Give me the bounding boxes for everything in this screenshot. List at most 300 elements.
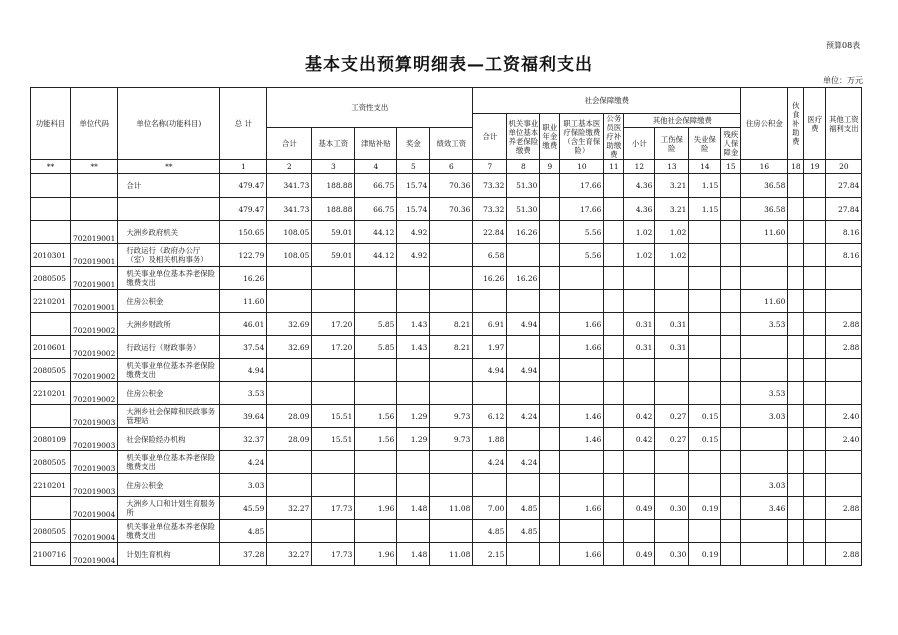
value-cell: [312, 474, 355, 497]
value-cell: [689, 520, 721, 543]
value-cell: [788, 198, 804, 221]
header-disability: 残疾人保障金: [721, 128, 741, 160]
value-cell: 7.00: [473, 497, 507, 520]
value-cell: 27.84: [826, 174, 862, 198]
value-cell: [540, 313, 560, 336]
value-cell: 1.48: [397, 497, 430, 520]
value-cell: 3.53: [741, 382, 788, 405]
value-cell: 4.92: [397, 221, 430, 244]
value-cell: [788, 221, 804, 244]
func-code-cell: 2010301: [31, 244, 71, 267]
value-cell: 8.16: [826, 221, 862, 244]
value-cell: [267, 267, 312, 290]
value-cell: 2.40: [826, 428, 862, 451]
table-row: [31, 267, 862, 290]
value-cell: 11.60: [741, 290, 788, 313]
value-cell: [560, 474, 604, 497]
table-row: [31, 451, 862, 474]
value-cell: 4.85: [473, 520, 507, 543]
value-cell: [604, 359, 624, 382]
value-cell: 37.54: [220, 336, 267, 359]
value-cell: [397, 290, 430, 313]
value-cell: [267, 290, 312, 313]
value-cell: [540, 221, 560, 244]
value-cell: [430, 267, 473, 290]
value-cell: 6.58: [473, 244, 507, 267]
value-cell: 32.27: [267, 497, 312, 520]
value-cell: [804, 405, 826, 428]
value-cell: [689, 382, 721, 405]
value-cell: 0.49: [624, 497, 655, 520]
value-cell: [804, 267, 826, 290]
func-code-cell: [31, 221, 71, 244]
value-cell: 15.51: [312, 405, 355, 428]
unit-code-cell: 702019004: [71, 520, 118, 543]
value-cell: [540, 428, 560, 451]
value-cell: [267, 359, 312, 382]
value-cell: 4.94: [507, 359, 540, 382]
value-cell: [721, 428, 741, 451]
value-cell: [655, 520, 689, 543]
value-cell: [788, 451, 804, 474]
value-cell: 1.02: [655, 221, 689, 244]
value-cell: 6.12: [473, 405, 507, 428]
value-cell: 0.27: [655, 405, 689, 428]
value-cell: [624, 451, 655, 474]
func-code-cell: 2080109: [31, 428, 71, 451]
value-cell: [430, 359, 473, 382]
value-cell: 2.88: [826, 543, 862, 566]
value-cell: 27.84: [826, 198, 862, 221]
value-cell: 1.46: [560, 405, 604, 428]
value-cell: [507, 244, 540, 267]
unit-code-cell: 702019001: [71, 267, 118, 290]
value-cell: [604, 451, 624, 474]
value-cell: [267, 382, 312, 405]
value-cell: 17.20: [312, 336, 355, 359]
value-cell: [741, 428, 788, 451]
table-row: [31, 221, 862, 244]
header-pension: 机关事业单位基本养老保险缴费: [507, 114, 540, 160]
value-cell: [788, 520, 804, 543]
value-cell: 11.08: [430, 497, 473, 520]
value-cell: [355, 474, 397, 497]
value-cell: [473, 290, 507, 313]
value-cell: [721, 359, 741, 382]
value-cell: 3.03: [220, 474, 267, 497]
value-cell: [804, 474, 826, 497]
value-cell: [655, 267, 689, 290]
value-cell: 0.15: [689, 428, 721, 451]
func-code-cell: 2010601: [31, 336, 71, 359]
value-cell: [804, 313, 826, 336]
value-cell: [540, 267, 560, 290]
value-cell: [741, 267, 788, 290]
value-cell: [540, 451, 560, 474]
value-cell: [721, 198, 741, 221]
value-cell: 1.29: [397, 428, 430, 451]
unit-name-cell: 住房公积金: [118, 382, 220, 405]
value-cell: 1.66: [560, 313, 604, 336]
value-cell: [430, 244, 473, 267]
value-cell: 73.32: [473, 198, 507, 221]
value-cell: [788, 405, 804, 428]
value-cell: [604, 244, 624, 267]
value-cell: 8.16: [826, 244, 862, 267]
value-cell: [689, 290, 721, 313]
value-cell: [540, 174, 560, 198]
value-cell: 2.40: [826, 405, 862, 428]
value-cell: 5.85: [355, 336, 397, 359]
value-cell: [655, 451, 689, 474]
value-cell: 1.43: [397, 336, 430, 359]
form-number: 预算08表: [826, 41, 861, 50]
unit-name-cell: 机关事业单位基本养老保险缴费支出: [118, 451, 220, 474]
value-cell: 0.15: [689, 405, 721, 428]
value-cell: 6.91: [473, 313, 507, 336]
column-index-cell: 2: [267, 160, 312, 174]
value-cell: 73.32: [473, 174, 507, 198]
value-cell: [689, 336, 721, 359]
value-cell: [355, 520, 397, 543]
value-cell: 1.48: [397, 543, 430, 566]
value-cell: [397, 520, 430, 543]
value-cell: [604, 520, 624, 543]
header-total: 总 计: [220, 88, 267, 160]
value-cell: 32.27: [267, 543, 312, 566]
value-cell: 11.60: [220, 290, 267, 313]
value-cell: 22.84: [473, 221, 507, 244]
value-cell: 5.56: [560, 244, 604, 267]
value-cell: [355, 267, 397, 290]
value-cell: 3.21: [655, 198, 689, 221]
value-cell: [540, 520, 560, 543]
value-cell: [540, 359, 560, 382]
value-cell: [604, 290, 624, 313]
value-cell: [624, 290, 655, 313]
value-cell: 0.31: [624, 336, 655, 359]
value-cell: [788, 267, 804, 290]
value-cell: 1.02: [624, 221, 655, 244]
value-cell: 36.58: [741, 198, 788, 221]
header-unit-code: 单位代码: [71, 88, 118, 160]
unit-name-cell: 合计: [118, 174, 220, 198]
table-row: [31, 474, 862, 497]
value-cell: 1.29: [397, 405, 430, 428]
value-cell: [689, 359, 721, 382]
unit-name-cell: 住房公积金: [118, 290, 220, 313]
value-cell: [540, 382, 560, 405]
value-cell: 3.53: [741, 313, 788, 336]
value-cell: [804, 198, 826, 221]
value-cell: [741, 520, 788, 543]
value-cell: 4.85: [220, 520, 267, 543]
value-cell: [540, 198, 560, 221]
value-cell: [741, 336, 788, 359]
column-index-cell: 12: [624, 160, 655, 174]
value-cell: [826, 474, 862, 497]
value-cell: 2.88: [826, 336, 862, 359]
table-row: [31, 244, 862, 267]
table-row: [31, 428, 862, 451]
unit-name-cell: 社会保险经办机构: [118, 428, 220, 451]
value-cell: 0.30: [655, 543, 689, 566]
value-cell: [604, 267, 624, 290]
value-cell: [788, 428, 804, 451]
value-cell: [788, 543, 804, 566]
header-annuity: 职业年金缴费: [540, 114, 560, 160]
unit-name-cell: 计划生育机构: [118, 543, 220, 566]
value-cell: [788, 382, 804, 405]
unit-name-cell: 大洲乡财政所: [118, 313, 220, 336]
func-code-cell: [31, 313, 71, 336]
value-cell: [721, 382, 741, 405]
value-cell: [804, 336, 826, 359]
value-cell: 0.19: [689, 543, 721, 566]
value-cell: 17.73: [312, 543, 355, 566]
value-cell: 4.94: [220, 359, 267, 382]
header-medical-fee: 医疗费: [804, 88, 826, 160]
header-housing: 住房公积金: [741, 88, 788, 160]
func-code-cell: 2080505: [31, 520, 71, 543]
value-cell: 32.37: [220, 428, 267, 451]
value-cell: 479.47: [220, 198, 267, 221]
value-cell: [804, 244, 826, 267]
value-cell: [560, 290, 604, 313]
value-cell: 3.53: [220, 382, 267, 405]
table-row: [31, 198, 862, 221]
unit-code-cell: 702019002: [71, 313, 118, 336]
func-code-cell: [31, 405, 71, 428]
unit-name-cell: 机关事业单位基本养老保险缴费支出: [118, 267, 220, 290]
value-cell: [312, 359, 355, 382]
table-row: [31, 543, 862, 566]
value-cell: 17.66: [560, 174, 604, 198]
unit-label: 单位：万元: [823, 76, 863, 85]
header-other-sum: 小计: [624, 128, 655, 160]
value-cell: 8.21: [430, 313, 473, 336]
value-cell: 150.65: [220, 221, 267, 244]
value-cell: [689, 451, 721, 474]
value-cell: 3.46: [741, 497, 788, 520]
table-row: [31, 359, 862, 382]
value-cell: [540, 244, 560, 267]
value-cell: 4.24: [220, 451, 267, 474]
value-cell: 9.73: [430, 428, 473, 451]
value-cell: [721, 267, 741, 290]
unit-code-cell: 702019001: [71, 221, 118, 244]
value-cell: 0.31: [655, 313, 689, 336]
value-cell: 3.03: [741, 474, 788, 497]
column-index-cell: 10: [560, 160, 604, 174]
header-social-security: 社会保障缴费: [473, 88, 741, 114]
value-cell: 1.02: [624, 244, 655, 267]
value-cell: [312, 290, 355, 313]
value-cell: [560, 382, 604, 405]
value-cell: 11.60: [741, 221, 788, 244]
value-cell: [540, 290, 560, 313]
value-cell: 46.01: [220, 313, 267, 336]
value-cell: [624, 382, 655, 405]
unit-code-cell: 702019001: [71, 244, 118, 267]
value-cell: [312, 382, 355, 405]
value-cell: 59.01: [312, 221, 355, 244]
value-cell: [397, 474, 430, 497]
value-cell: [604, 405, 624, 428]
unit-name-cell: 住房公积金: [118, 474, 220, 497]
value-cell: [540, 405, 560, 428]
value-cell: [430, 221, 473, 244]
value-cell: 3.03: [741, 405, 788, 428]
value-cell: 4.36: [624, 174, 655, 198]
table-row: [31, 405, 862, 428]
value-cell: [540, 497, 560, 520]
value-cell: [267, 520, 312, 543]
value-cell: 0.19: [689, 497, 721, 520]
value-cell: 4.24: [507, 451, 540, 474]
value-cell: [804, 520, 826, 543]
value-cell: [655, 290, 689, 313]
unit-code-cell: 702019002: [71, 359, 118, 382]
value-cell: 3.21: [655, 174, 689, 198]
value-cell: [721, 244, 741, 267]
column-index-cell: 1: [220, 160, 267, 174]
value-cell: [721, 290, 741, 313]
value-cell: 5.85: [355, 313, 397, 336]
value-cell: [397, 451, 430, 474]
column-index-cell: 16: [741, 160, 788, 174]
func-code-cell: 2210201: [31, 382, 71, 405]
value-cell: [507, 428, 540, 451]
column-index-cell: 18: [788, 160, 804, 174]
value-cell: [788, 174, 804, 198]
func-code-cell: 2210201: [31, 474, 71, 497]
func-code-cell: 2080505: [31, 359, 71, 382]
value-cell: [689, 244, 721, 267]
value-cell: 0.30: [655, 497, 689, 520]
unit-name-cell: 大洲乡社会保障和民政事务管理站: [118, 405, 220, 428]
value-cell: 2.88: [826, 313, 862, 336]
value-cell: 70.36: [430, 174, 473, 198]
value-cell: 0.27: [655, 428, 689, 451]
value-cell: [788, 359, 804, 382]
value-cell: 1.66: [560, 497, 604, 520]
column-index-cell: 13: [655, 160, 689, 174]
value-cell: [826, 382, 862, 405]
unit-code-cell: [71, 174, 118, 198]
value-cell: [804, 174, 826, 198]
table-row: [31, 336, 862, 359]
table-row: [31, 382, 862, 405]
value-cell: [473, 382, 507, 405]
value-cell: [604, 497, 624, 520]
value-cell: [540, 543, 560, 566]
value-cell: [312, 520, 355, 543]
header-civil-medical: 公务员医疗补助缴费: [604, 114, 624, 160]
column-index-cell: **: [118, 160, 220, 174]
value-cell: [624, 520, 655, 543]
value-cell: 0.31: [655, 336, 689, 359]
column-index-cell: **: [31, 160, 71, 174]
value-cell: 66.75: [355, 174, 397, 198]
value-cell: [604, 198, 624, 221]
value-cell: 1.66: [560, 336, 604, 359]
column-index-row: [31, 160, 862, 174]
table-row: [31, 520, 862, 543]
column-index-cell: 15: [721, 160, 741, 174]
value-cell: [689, 474, 721, 497]
value-cell: 4.85: [507, 520, 540, 543]
value-cell: [397, 359, 430, 382]
value-cell: 4.24: [507, 405, 540, 428]
value-cell: [312, 451, 355, 474]
value-cell: [804, 359, 826, 382]
value-cell: [741, 244, 788, 267]
value-cell: [804, 428, 826, 451]
header-unemployment: 失业保险: [689, 128, 721, 160]
value-cell: 15.51: [312, 428, 355, 451]
value-cell: [430, 451, 473, 474]
header-basic-wage: 基本工资: [312, 128, 355, 160]
value-cell: 5.56: [560, 221, 604, 244]
value-cell: [721, 520, 741, 543]
header-func: 功能科目: [31, 88, 71, 160]
value-cell: [788, 290, 804, 313]
value-cell: [507, 543, 540, 566]
header-wage: 工资性支出: [267, 88, 473, 128]
value-cell: [721, 336, 741, 359]
value-cell: [804, 290, 826, 313]
value-cell: 17.20: [312, 313, 355, 336]
page-title: 基本支出预算明细表—工资福利支出: [305, 55, 593, 75]
value-cell: [624, 267, 655, 290]
value-cell: [507, 290, 540, 313]
value-cell: [604, 474, 624, 497]
value-cell: [689, 221, 721, 244]
header-unit-name: 单位名称(功能科目): [118, 88, 220, 160]
func-code-cell: 2080505: [31, 267, 71, 290]
unit-code-cell: [71, 198, 118, 221]
header-allowance: 津贴补贴: [355, 128, 397, 160]
value-cell: 122.79: [220, 244, 267, 267]
value-cell: [804, 382, 826, 405]
unit-name-cell: 行政运行（政府办公厅（室）及相关机构事务）: [118, 244, 220, 267]
value-cell: 44.12: [355, 244, 397, 267]
value-cell: [312, 267, 355, 290]
value-cell: 341.73: [267, 174, 312, 198]
value-cell: [741, 451, 788, 474]
column-index-cell: 8: [507, 160, 540, 174]
func-code-cell: [31, 174, 71, 198]
value-cell: [655, 359, 689, 382]
header-food: 伙食补助费: [788, 88, 804, 160]
value-cell: 9.73: [430, 405, 473, 428]
value-cell: [788, 313, 804, 336]
value-cell: [788, 244, 804, 267]
value-cell: 479.47: [220, 174, 267, 198]
value-cell: [826, 267, 862, 290]
value-cell: 188.88: [312, 198, 355, 221]
unit-name-cell: 机关事业单位基本养老保险缴费支出: [118, 359, 220, 382]
value-cell: 4.36: [624, 198, 655, 221]
value-cell: 108.05: [267, 221, 312, 244]
value-cell: [804, 543, 826, 566]
value-cell: [804, 451, 826, 474]
value-cell: [560, 359, 604, 382]
header-injury: 工伤保险: [655, 128, 689, 160]
header-other-welfare: 其他工资福利支出: [826, 88, 862, 160]
value-cell: [655, 382, 689, 405]
